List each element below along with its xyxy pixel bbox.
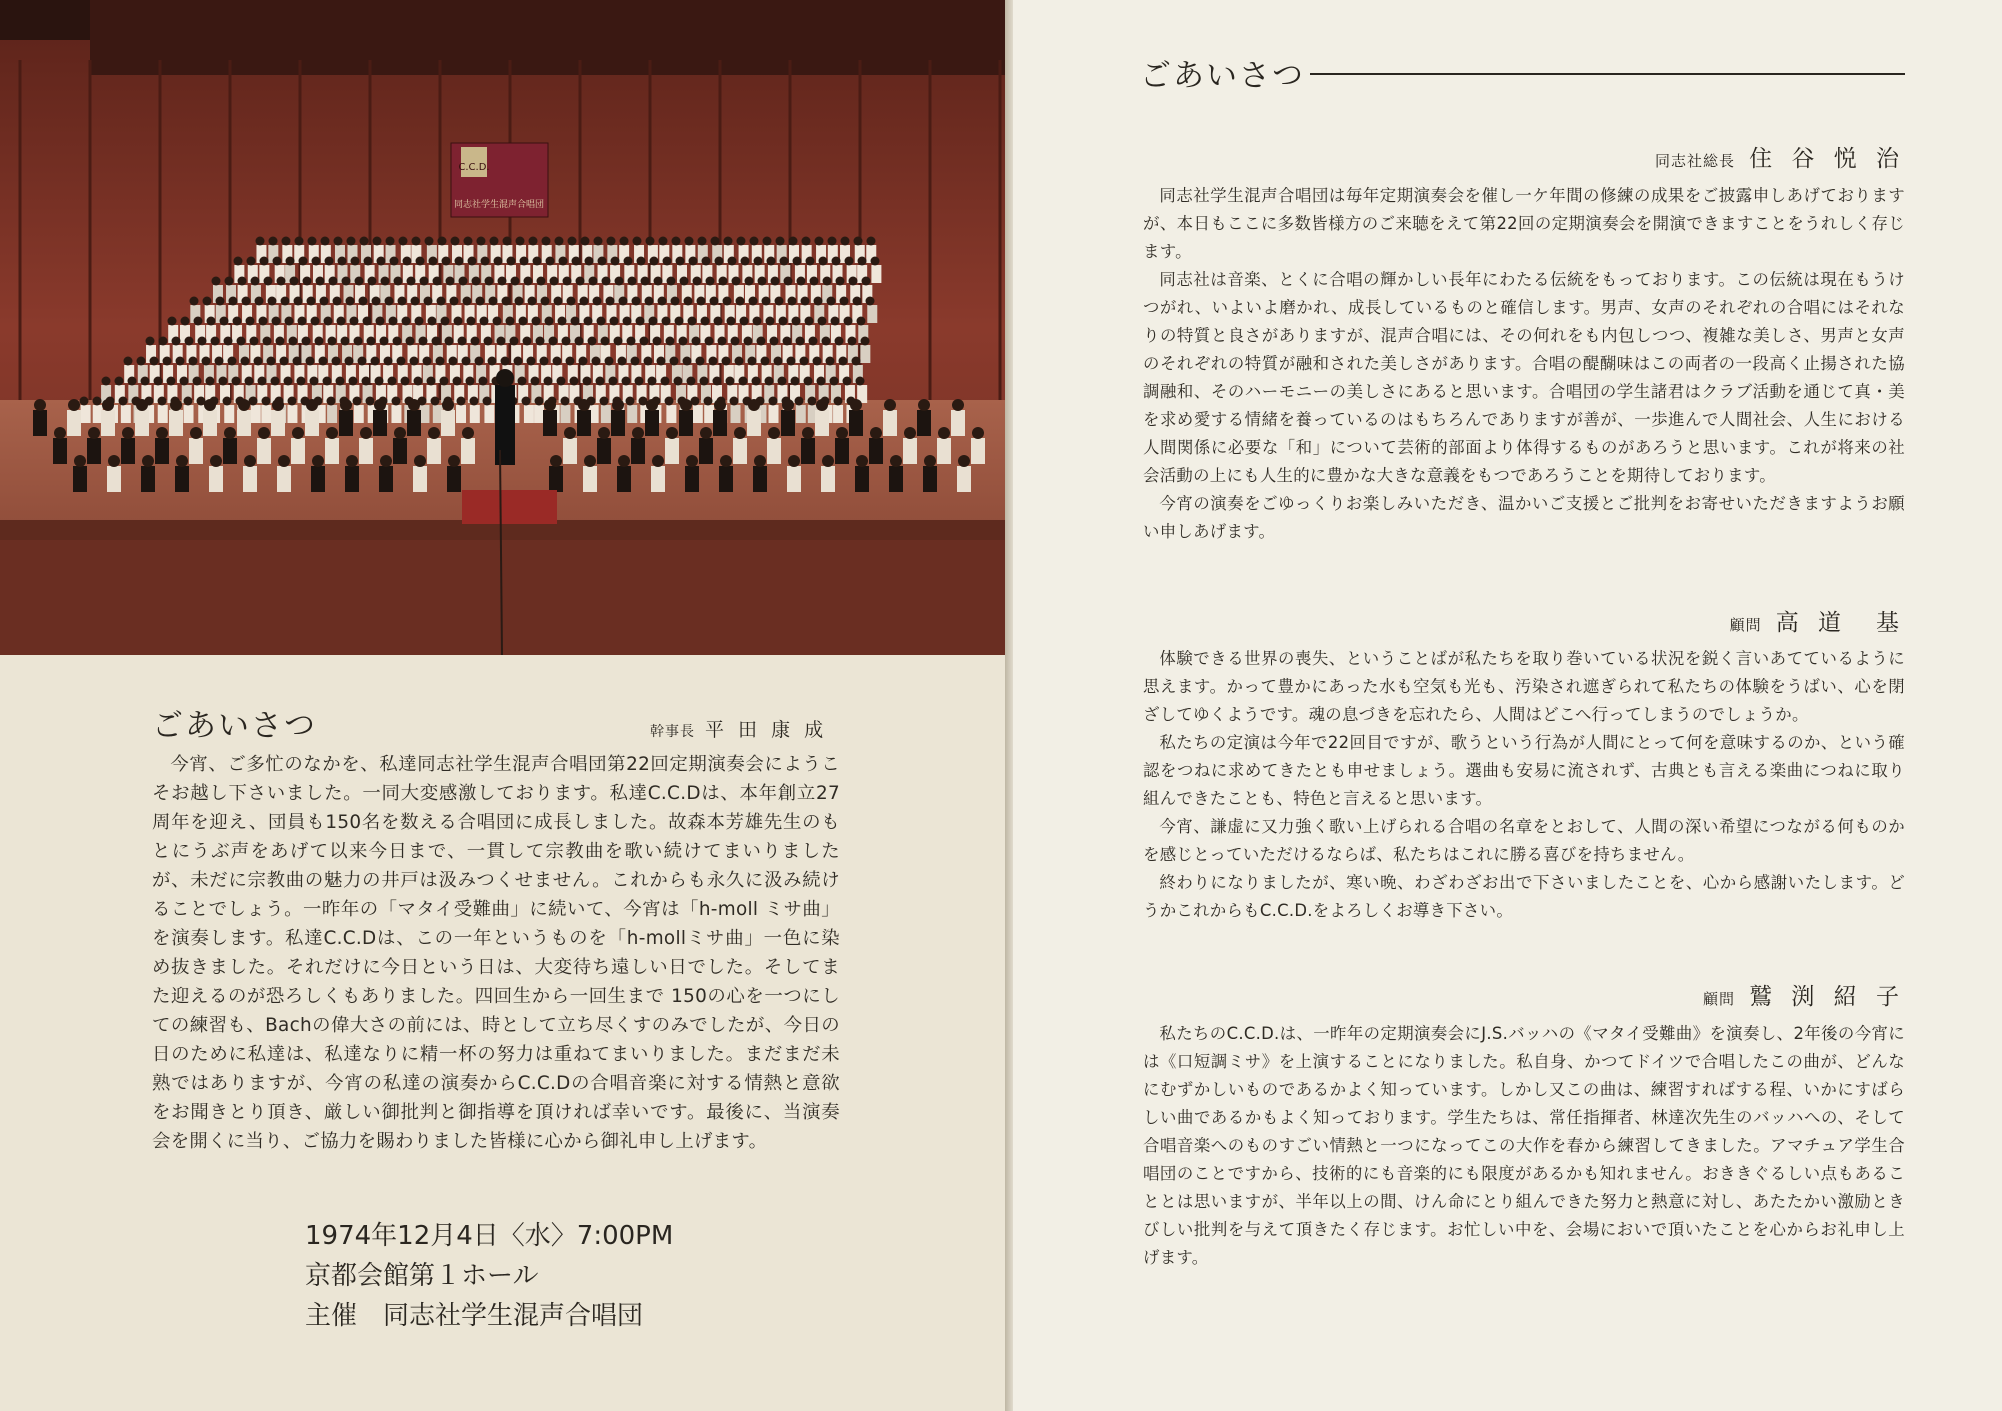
orchestra-player: [747, 399, 761, 436]
orchestra-player: [189, 427, 203, 464]
choir-singer: [860, 337, 870, 364]
president-message: [1143, 182, 1905, 546]
signature-name: 高 道 基: [1775, 610, 1905, 636]
choir-singer: [456, 397, 466, 424]
orchestra-player: [135, 399, 149, 436]
orchestra-player: [53, 427, 67, 464]
orchestra-player: [155, 427, 169, 464]
orchestra-player: [699, 427, 713, 464]
orchestra-player: [325, 427, 339, 464]
message-paragraph: 同志社は音楽、とくに合唱の輝かしい長年にわたる伝統をもっております。この伝統は現在もうけつがれ、いよいよ磨かれ、成長しているものと確信します。男声、女声のそれぞれの合唱にはそれなりの特質と良さがありますが、混声合唱には、その何れをも内包しつつ、複雑な美しさ、男声と女声のそれぞれの特質が融和された美しさがあります。合唱の醍醐味はこの両者の一段高く止揚された協調融和、そのハーモニーの美しさにあると思います。合唱団の学生諸君はクラブ活動を通じて真・美を求め愛する情緒を養っているのはもちろんでありますが善が、一歩進んで人間社会、人生における人間関係に必要な「和」について芸術的部面より体得するものがあろうと思います。これが将来の社会活動の上にも人生的に豊かな大きな意義をもつであろうことを期待しております。: [1143, 270, 1905, 485]
signature-name: 鷲 渕 紹 子: [1749, 984, 1905, 1010]
advisor-2-message: [1143, 1020, 1905, 1272]
orchestra-player: [141, 455, 155, 492]
choir-singer: [391, 397, 401, 424]
orchestra-player: [855, 455, 869, 492]
signature-role: 顧問: [1729, 616, 1762, 634]
orchestra-player: [617, 455, 631, 492]
orchestra-player: [923, 455, 937, 492]
orchestra-player: [441, 399, 455, 436]
banner-mark: C.C.D.: [458, 162, 490, 173]
orchestra-player: [345, 455, 359, 492]
orchestra-player: [937, 427, 951, 464]
orchestra-player: [685, 455, 699, 492]
message-paragraph: 今宵の演奏をごゆっくりお楽しみいただき、温かいご支援とご批判をお寄せいただきますようお願い申しあげます。: [1143, 494, 1905, 541]
orchestra-player: [549, 455, 563, 492]
orchestra-player: [645, 399, 659, 436]
left-paragraph: 今宵、ご多忙のなかを、私達同志社学生混声合唱団第22回定期演奏会にようこそお越し下さいました。一同大変感激しております。私達C.C.Dは、本年創立27周年を迎え、団員も150名を数える合唱団に成長しました。故森本芳雄先生のもとにうぶ声をあげて以来今日まで、一貫して宗教曲を歌い続けてまいりましたが、未だに宗教曲の魅力の井戸は汲みつくせません。これからも永久に汲み続けることでしょう。一昨年の「マタイ受難曲」に続いて、今宵は「h-moll ミサ曲」を演奏します。私達C.C.Dは、この一年というものを「h-mollミサ曲」一色に染め抜きました。それだけに今日という日は、大変待ち遠しい日でした。そしてまた迎えるのが恐ろしくもありました。四回生から一回生まで 150の心を一つにしての練習も、Bachの偉大さの前には、時として立ち尽くすのみでしたが、今日の日のために私達は、私達なりに精一杯の努力は重ねてまいりました。まだまだ未熟ではありますが、今宵の私達の演奏からC.C.Dの合唱音楽に対する情熱と意欲をお聞きとり頂き、厳しい御批判と御指導を頂ければ幸いです。最後に、当演奏会を開くに当り、ご協力を賜わりました皆様に心から御礼申し上げます。: [152, 754, 840, 1152]
orchestra-player: [373, 399, 387, 436]
orchestra-player: [379, 455, 393, 492]
choir-photo: [0, 0, 1007, 655]
orchestra-player: [237, 399, 251, 436]
orchestra-player: [631, 427, 645, 464]
orchestra-player: [413, 455, 427, 492]
orchestra-player: [957, 455, 971, 492]
orchestra-player: [577, 399, 591, 436]
message-paragraph: 今宵、謙虚に又力強く歌い上げられる合唱の名章をとおして、人間の深い希望につながる何ものかを感じとっていただけるならば、私たちはこれに勝る喜びを持ちません。: [1143, 817, 1905, 864]
orchestra-player: [277, 455, 291, 492]
orchestra-player: [665, 427, 679, 464]
concert-info: [305, 1216, 673, 1336]
orchestra-player: [815, 399, 829, 436]
signature-advisor-1: [1730, 604, 1905, 637]
orchestra-player: [821, 455, 835, 492]
orchestra-player: [101, 399, 115, 436]
choir-singer: [261, 397, 271, 424]
orchestra-player: [903, 427, 917, 464]
orchestra-player: [243, 455, 257, 492]
conductor-podium: [462, 490, 557, 524]
orchestra-player: [271, 399, 285, 436]
orchestra-player: [971, 427, 985, 464]
orchestra-player: [719, 455, 733, 492]
choir-singer: [158, 397, 168, 424]
orchestra-player: [461, 427, 475, 464]
title-rule: [1310, 73, 1905, 75]
orchestra-player: [407, 399, 421, 436]
message-paragraph: 同志社学生混声合唱団は毎年定期演奏会を催し一ケ年間の修練の成果をご披露申しあげておりますが、本日もここに多数皆様方のご来聴をえて第22回の定期演奏会を開演できますことをうれしく存じます。: [1143, 186, 1905, 261]
choir-banner: [451, 143, 548, 217]
orchestra-player: [713, 399, 727, 436]
concert-datetime: 1974年12月4日〈水〉7:00PM: [305, 1221, 674, 1251]
orchestra-player: [801, 427, 815, 464]
orchestra-player: [427, 427, 441, 464]
orchestra-player: [169, 399, 183, 436]
right-greeting-title: ごあいさつ: [1140, 58, 1305, 94]
choir-singer: [470, 397, 480, 424]
orchestra-player: [611, 399, 625, 436]
orchestra-player: [543, 399, 557, 436]
orchestra-player: [917, 399, 931, 436]
message-paragraph: 終わりになりましたが、寒い晩、わざわざお出で下さいましたことを、心から感謝いたします。どうかこれからもC.C.D.をよろしくお導き下さい。: [1143, 873, 1905, 920]
concert-organizer: 主催 同志社学生混声合唱団: [305, 1301, 644, 1331]
left-author-role: 幹事長: [650, 724, 695, 740]
orchestra-player: [223, 427, 237, 464]
orchestra-player: [257, 427, 271, 464]
orchestra-player: [767, 427, 781, 464]
orchestra-player: [175, 455, 189, 492]
conductor: [495, 385, 515, 465]
orchestra-player: [563, 427, 577, 464]
orchestra-player: [209, 455, 223, 492]
orchestra-player: [305, 399, 319, 436]
choir-singer: [184, 397, 194, 424]
orchestra-player: [107, 455, 121, 492]
choir-singer: [833, 397, 843, 424]
choir-singer: [560, 397, 570, 424]
signature-name: 住 谷 悦 治: [1749, 146, 1905, 172]
choir-orchestra-image: [0, 0, 1007, 655]
orchestra-player: [787, 455, 801, 492]
banner-text: 同志社学生混声合唱団: [453, 200, 545, 210]
orchestra-player: [651, 455, 665, 492]
signature-role: 同志社総長: [1655, 152, 1736, 170]
orchestra-player: [393, 427, 407, 464]
orchestra-player: [835, 427, 849, 464]
orchestra-player: [447, 455, 461, 492]
choir-singer: [769, 397, 779, 424]
choir-singer: [287, 397, 297, 424]
orchestra-player: [87, 427, 101, 464]
orchestra-player: [583, 455, 597, 492]
right-greeting-header: [1140, 50, 1905, 94]
left-author-name: 平 田 康 成: [705, 719, 828, 741]
choir-singer: [534, 397, 544, 424]
left-greeting-title: ごあいさつ: [152, 708, 317, 744]
orchestra-player: [889, 455, 903, 492]
left-greeting-body: [152, 750, 840, 1156]
orchestra-player: [291, 427, 305, 464]
orchestra-player: [121, 427, 135, 464]
orchestra-player: [597, 427, 611, 464]
orchestra-player: [311, 455, 325, 492]
orchestra-player: [339, 399, 353, 436]
signature-role: 顧問: [1703, 990, 1736, 1008]
orchestra-player: [753, 455, 767, 492]
signature-advisor-2: [1703, 978, 1905, 1011]
concert-venue: 京都会館第１ホール: [305, 1261, 539, 1291]
signature-president: [1655, 140, 1905, 173]
orchestra-player: [951, 399, 965, 436]
advisor-1-message: [1143, 645, 1905, 925]
orchestra-player: [679, 399, 693, 436]
orchestra-player: [203, 399, 217, 436]
message-paragraph: 私たちのC.C.D.は、一昨年の定期演奏会にJ.S.バッハの《マタイ受難曲》を演奏し、2年後の今宵には《口短調ミサ》を上演することになりました。私自身、かつてドイツで合唱したこの曲が、どんなにむずかしいものであるかよく知っています。しかし又この曲は、練習すればする程、いかにすばらしい曲であるかもよく知っております。学生たちは、常任指揮者、林達次先生のバッハへの、そして合唱音楽へのものすごい情熱と一つになってこの大作を春から練習してきました。アマチュア学生合唱団のことですから、技術的にも音楽的にも限度があるかも知れません。おききぐるしい点もあることとは思いますが、半年以上の間、けん命にとり組んできた努力と熱意に対し、あたたかい激励ときびしい批判を与えて頂きたく存じます。お忙しい中を、会場においで頂いたことを心からお礼申し上げます。: [1143, 1024, 1905, 1267]
orchestra-player: [849, 399, 863, 436]
orchestra-player: [869, 427, 883, 464]
left-author: [650, 715, 827, 742]
orchestra-player: [73, 455, 87, 492]
orchestra-player: [33, 399, 47, 436]
orchestra-player: [359, 427, 373, 464]
orchestra-player: [733, 427, 747, 464]
message-paragraph: 体験できる世界の喪失、ということばが私たちを取り巻いている状況を鋭く言いあてているように思えます。かって豊かにあった水も空気も光も、汚染され遮ぎられて私たちの体験をうばい、心を閉ざしてゆくようです。魂の息づきを忘れたら、人間はどこへ行ってしまうのでしょうか。: [1143, 649, 1905, 724]
orchestra-player: [781, 399, 795, 436]
orchestra-player: [67, 399, 81, 436]
orchestra-player: [883, 399, 897, 436]
message-paragraph: 私たちの定演は今年で22回目ですが、歌うという行為が人間にとって何を意味するのか、という確認をつねに求めてきたとも申せましょう。選曲も安易に流されず、古典とも言える楽曲につねに取り組んできたことも、特色と言えると思います。: [1143, 733, 1905, 808]
